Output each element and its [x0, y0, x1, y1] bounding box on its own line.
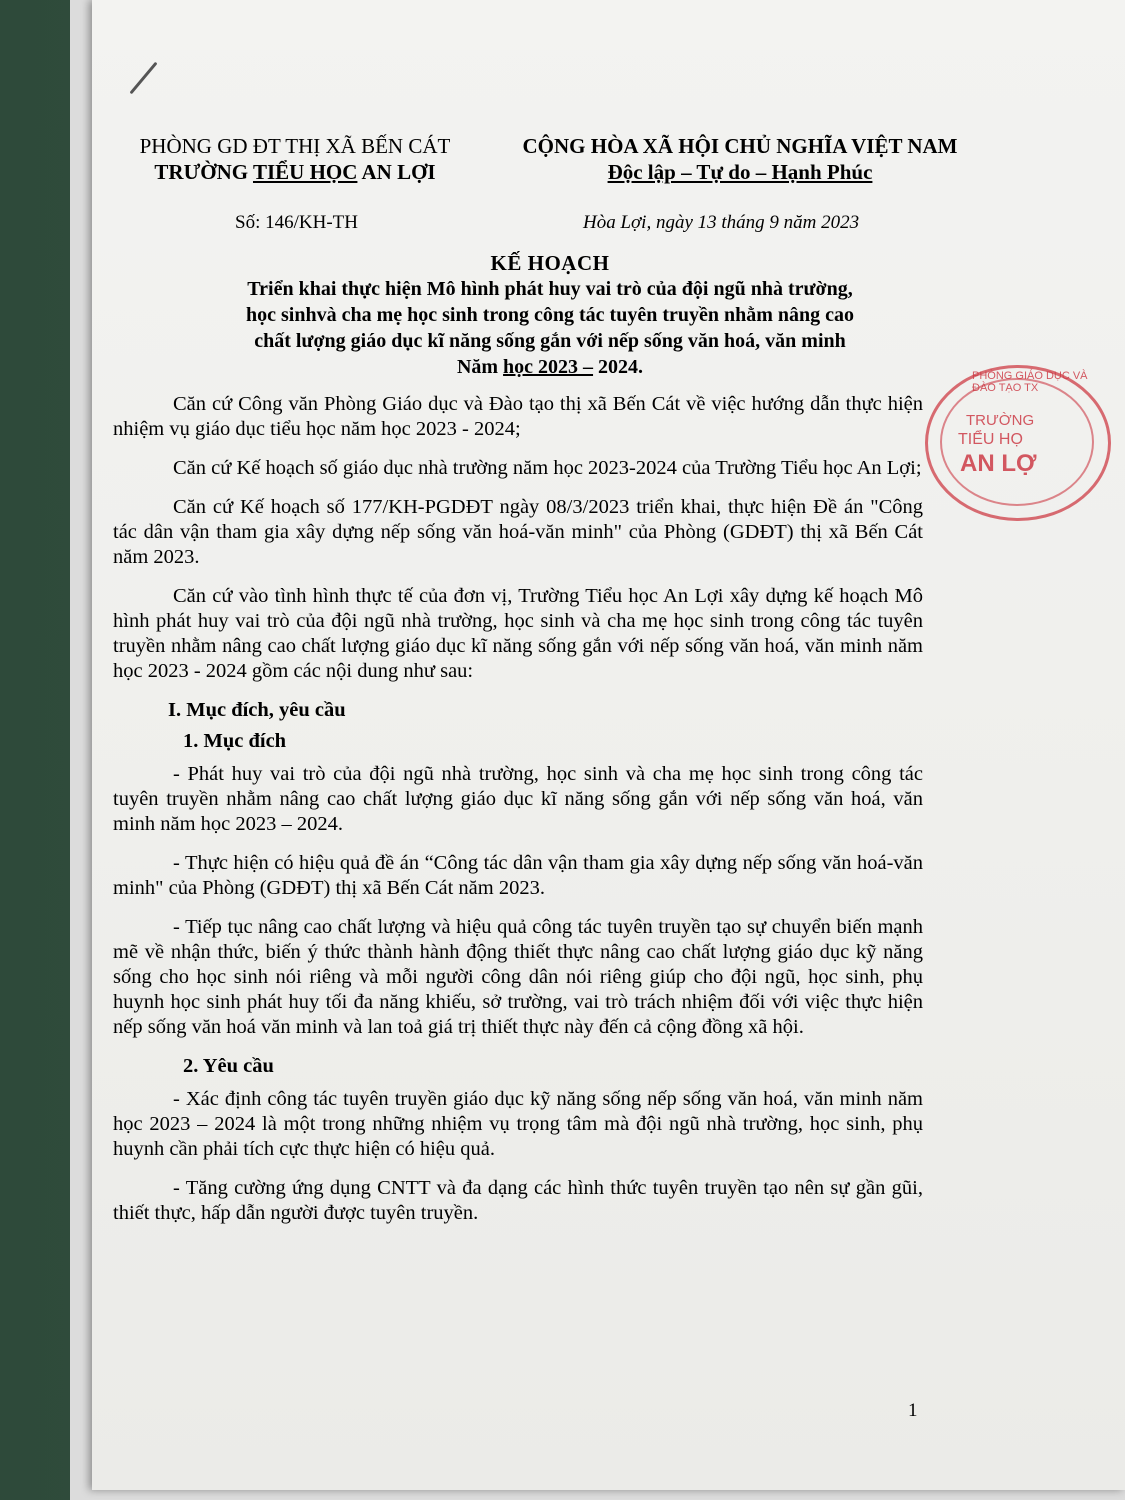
document-title [150, 250, 950, 380]
stamp-ring-text: PHÒNG GIÁO DỤC VÀ ĐÀO TẠO TX [972, 370, 1088, 394]
purpose-item: - Thực hiện có hiệu quả đề án “Công tác dân vận tham gia xây dựng nếp sống văn hoá-văn minh" của Phòng (GDĐT) thị xã Bến Cát năm 2023. [113, 852, 923, 899]
document-body [113, 392, 923, 1240]
basis-paragraph: Căn cứ Kế hoạch số 177/KH-PGDĐT ngày 08/3/2023 triển khai, thực hiện Đề án "Công tác dân vận tham gia xây dựng nếp sống văn hoá-văn minh" của Phòng (GDĐT) thị xã Bến Cát năm 2023. [113, 496, 923, 568]
basis-paragraph: Căn cứ Công văn Phòng Giáo dục và Đào tạo thị xã Bến Cát về việc hướng dẫn thực hiện nhiệm vụ giáo dục tiểu học năm học 2023 - 2024; [113, 393, 923, 440]
red-seal-stamp [925, 365, 1111, 521]
purpose-item: - Phát huy vai trò của đội ngũ nhà trường, học sinh và cha mẹ học sinh trong công tác tuyên truyền nhằm nâng cao chất lượng giáo dục kĩ năng sống gắn với nếp sống văn hoá, văn minh năm học 2023 – 2024. [113, 763, 923, 835]
org-line-1: PHÒNG GD ĐT THỊ XÃ BẾN CÁT [139, 134, 451, 158]
issuing-organization [130, 133, 460, 185]
place-date: Hòa Lợi, ngày 13 tháng 9 năm 2023 [583, 212, 860, 233]
national-motto [520, 133, 960, 185]
pen-mark [129, 62, 157, 95]
stamp-line-1: TRƯỜNG [966, 412, 1035, 429]
title-line-2: học sinhvà cha mẹ học sinh trong công tác tuyên truyền nhằm nâng cao [245, 304, 855, 326]
document-number: Số: 146/KH-TH [235, 212, 358, 233]
subsection-heading-requirements: 2. Yêu cầu [183, 1055, 274, 1077]
basis-paragraph: Căn cứ vào tình hình thực tế của đơn vị, Trường Tiểu học An Lợi xây dựng kế hoạch Mô hình phát huy vai trò của đội ngũ nhà trường, học sinh và cha mẹ học sinh trong công tác tuyên truyền nhằm nâng cao chất lượng giáo dục kĩ năng sống gắn với nếp sống văn hoá, văn minh năm học 2023 - 2024 gồm các nội dung như sau: [113, 585, 923, 682]
title-line-1: Triển khai thực hiện Mô hình phát huy vai trò của đội ngũ nhà trường, [247, 278, 853, 300]
stamp-line-3: AN LỢ [960, 450, 1037, 477]
section-heading: I. Mục đích, yêu cầu [168, 699, 346, 721]
nation-line-1: CỘNG HÒA XÃ HỘI CHỦ NGHĨA VIỆT NAM [522, 134, 958, 158]
page-number: 1 [908, 1400, 918, 1421]
requirement-item: - Xác định công tác tuyên truyền giáo dục kỹ năng sống nếp sống văn hoá, văn minh năm học 2023 – 2024 là một trong những nhiệm vụ trọng tâm mà đội ngũ nhà trường, học sinh, phụ huynh cần phải tích cực thực hiện có hiệu quả. [113, 1088, 923, 1160]
nation-line-2: Độc lập – Tự do – Hạnh Phúc [607, 160, 873, 184]
stamp-line-2: TIỂU HỌ [958, 431, 1023, 448]
basis-paragraph: Căn cứ Kế hoạch số giáo dục nhà trường năm học 2023-2024 của Trường Tiểu học An Lợi; [173, 457, 922, 479]
title-line-3: chất lượng giáo dục kĩ năng sống gắn với nếp sống văn hoá, văn minh [254, 330, 846, 352]
doc-type: KẾ HOẠCH [490, 251, 610, 275]
requirement-item: - Tăng cường ứng dụng CNTT và đa dạng các hình thức tuyên truyền tạo nên sự gần gũi, thiết thực, hấp dẫn người được tuyên truyền. [113, 1177, 923, 1224]
title-line-4: Năm học 2023 – 2024. [456, 356, 644, 378]
subsection-heading-purpose: 1. Mục đích [183, 730, 287, 752]
purpose-item: - Tiếp tục nâng cao chất lượng và hiệu quả công tác tuyên truyền tạo sự chuyển biến mạnh mẽ về nhận thức, biến ý thức thành hành động thiết thực nâng cao chất lượng giáo dục kỹ năng sống cho học sinh nói riêng và mỗi người công dân nói riêng giúp cho đội ngũ, học sinh, phụ huynh học sinh phát huy tối đa năng khiếu, sở trường, vai trò trách nhiệm đối với việc thực hiện nếp sống văn hoá văn minh và lan toả giá trị thiết thực này đến cả cộng đồng xã hội. [113, 916, 923, 1038]
org-line-2: TRƯỜNG TIỂU HỌC AN LỢI [154, 160, 436, 184]
